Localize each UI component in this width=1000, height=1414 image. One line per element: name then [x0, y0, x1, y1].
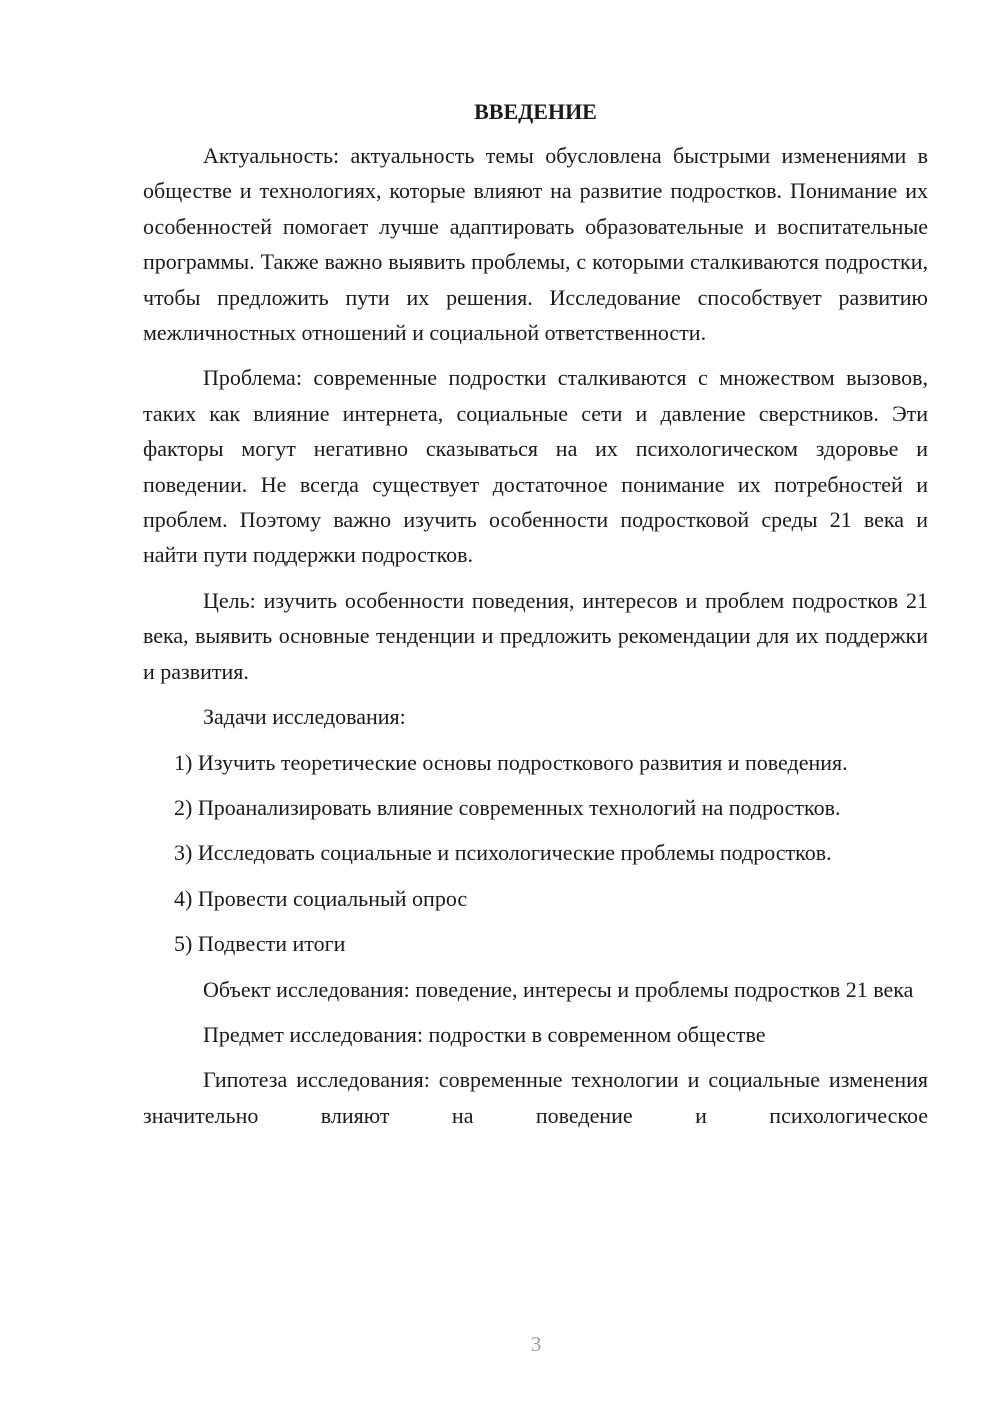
task-item-3: 3) Исследовать социальные и психологические проблемы подростков.	[174, 840, 832, 866]
page-number: 3	[530, 1332, 542, 1356]
subject-paragraph: Предмет исследования: подростки в современном обществе	[203, 1021, 766, 1047]
task-item-2: 2) Проанализировать влияние современных технологий на подростков.	[174, 794, 841, 820]
object-paragraph: Объект исследования: поведение, интересы и проблемы подростков 21 века	[203, 976, 914, 1002]
task-item-5: 5) Подвести итоги	[174, 931, 346, 957]
task-item-4: 4) Провести социальный опрос	[174, 885, 468, 911]
section-heading: ВВЕДЕНИЕ	[474, 99, 597, 124]
hypothesis-paragraph: Гипотеза исследования: современные технологии и социальные изменения значительно влияют на поведение и психологическое	[143, 1067, 928, 1128]
goal-paragraph: Цель: изучить особенности поведения, интересов и проблем подростков 21 века, выявить основные тенденции и предложить рекомендации для их поддержки и развития.	[143, 587, 928, 684]
task-item-1: 1) Изучить теоретические основы подросткового развития и поведения.	[174, 749, 848, 775]
problem-paragraph: Проблема: современные подростки сталкиваются с множеством вызовов, таких как влияние интернета, социальные сети и давление сверстников. Эти факторы могут негативно сказываться на их психологическом здоровье и поведении. Не всегда существует достаточное понимание их потребностей и проблем. Поэтому важно изучить особенности подростковой среды 21 века и найти пути поддержки подростков.	[143, 365, 928, 568]
tasks-heading: Задачи исследования:	[203, 704, 406, 730]
relevance-paragraph: Актуальность: актуальность темы обусловлена быстрыми изменениями в обществе и технологиях, которые влияют на развитие подростков. Понимание их особенностей помогает лучше адаптировать образовательные и воспитательные программы. Также важно выявить проблемы, с которыми сталкиваются подростки, чтобы предложить пути их решения. Исследование способствует развитию межличностных отношений и социальной ответственности.	[143, 143, 928, 346]
page-content	[143, 96, 928, 1143]
